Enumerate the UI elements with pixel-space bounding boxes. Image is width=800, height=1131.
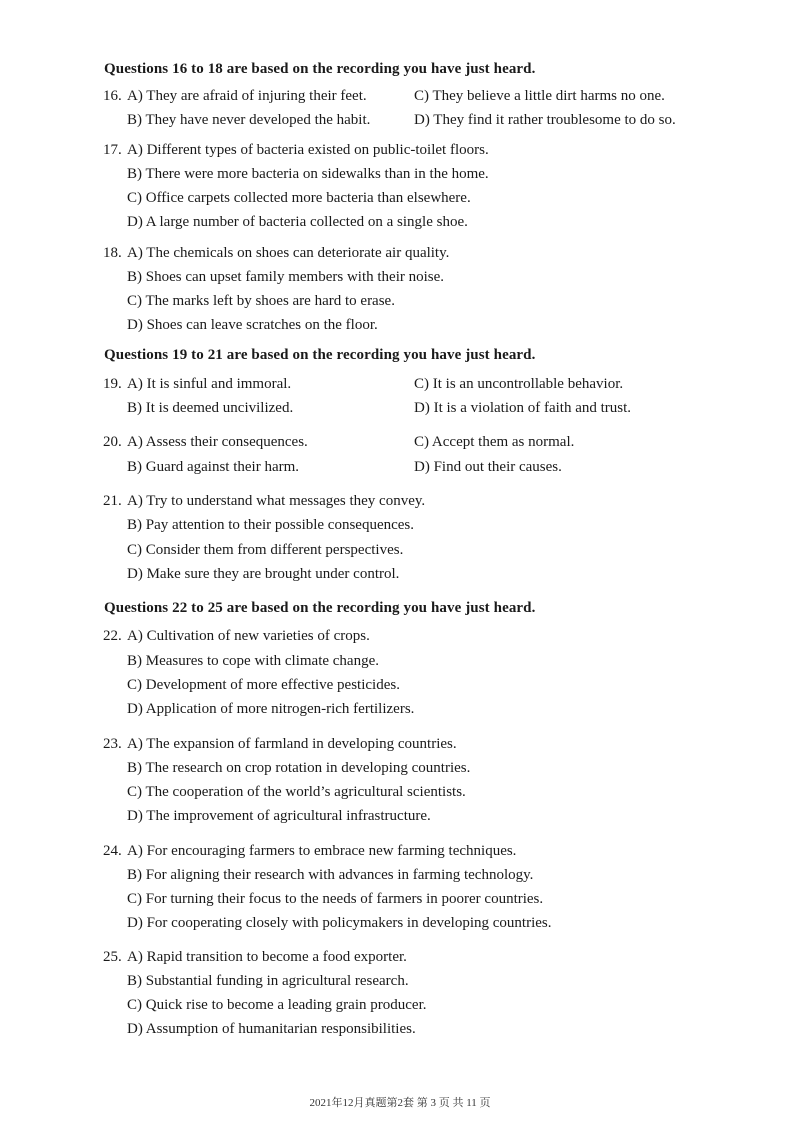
question-number: 25. xyxy=(103,949,122,965)
option-b: B) Pay attention to their possible consequences. xyxy=(127,517,415,533)
question-number: 17. xyxy=(103,142,122,158)
question-number: 24. xyxy=(103,843,122,859)
option-a: A) Rapid transition to become a food exporter. xyxy=(127,949,407,965)
option-b: B) For aligning their research with advances in farming technology. xyxy=(127,867,534,883)
option-d: D) Find out their causes. xyxy=(414,459,562,475)
option-d: D) A large number of bacteria collected on a single shoe. xyxy=(127,214,468,230)
option-d: D) Assumption of humanitarian responsibilities. xyxy=(127,1021,416,1037)
option-d: D) Make sure they are brought under control. xyxy=(127,566,400,582)
option-c: C) They believe a little dirt harms no one. xyxy=(414,88,665,104)
option-c: C) The marks left by shoes are hard to erase. xyxy=(127,293,395,309)
option-a: A) The chemicals on shoes can deteriorate air quality. xyxy=(127,245,450,261)
option-d: D) They find it rather troublesome to do so. xyxy=(414,112,676,128)
question-number: 21. xyxy=(103,493,122,509)
option-d: D) Application of more nitrogen-rich fertilizers. xyxy=(127,701,415,717)
option-d: D) It is a violation of faith and trust. xyxy=(414,400,632,416)
page-footer: 2021年12月真题第2套 第 3 页 共 11 页 xyxy=(309,1097,491,1109)
question-number: 22. xyxy=(103,628,122,644)
option-b: B) They have never developed the habit. xyxy=(127,112,371,128)
option-a: A) For encouraging farmers to embrace new farming techniques. xyxy=(127,843,517,859)
option-a: A) Try to understand what messages they convey. xyxy=(127,493,426,509)
option-c: C) For turning their focus to the needs of farmers in poorer countries. xyxy=(127,891,544,907)
question-number: 19. xyxy=(103,376,122,392)
option-d: D) For cooperating closely with policymakers in developing countries. xyxy=(127,915,552,931)
option-b: B) The research on crop rotation in developing countries. xyxy=(127,760,471,776)
option-b: B) Substantial funding in agricultural research. xyxy=(127,973,409,989)
option-a: A) Assess their consequences. xyxy=(127,434,308,450)
section-heading: Questions 22 to 25 are based on the recording you have just heard. xyxy=(104,600,536,616)
option-b: B) Guard against their harm. xyxy=(127,459,300,475)
option-c: C) Consider them from different perspectives. xyxy=(127,542,404,558)
option-c: C) Quick rise to become a leading grain producer. xyxy=(127,997,427,1013)
option-b: B) Shoes can upset family members with their noise. xyxy=(127,269,445,285)
option-d: D) Shoes can leave scratches on the floor. xyxy=(127,317,378,333)
option-c: C) The cooperation of the world’s agricultural scientists. xyxy=(127,784,466,800)
question-number: 16. xyxy=(103,88,122,104)
option-a: A) They are afraid of injuring their feet. xyxy=(127,88,367,104)
option-a: A) Cultivation of new varieties of crops. xyxy=(127,628,370,644)
option-c: C) Accept them as normal. xyxy=(414,434,575,450)
option-b: B) It is deemed uncivilized. xyxy=(127,400,294,416)
option-a: A) The expansion of farmland in developing countries. xyxy=(127,736,457,752)
option-b: B) Measures to cope with climate change. xyxy=(127,653,379,669)
option-c: C) Office carpets collected more bacteria than elsewhere. xyxy=(127,190,471,206)
option-a: A) Different types of bacteria existed on public-toilet floors. xyxy=(127,142,489,158)
question-number: 18. xyxy=(103,245,122,261)
option-a: A) It is sinful and immoral. xyxy=(127,376,292,392)
question-number: 20. xyxy=(103,434,122,450)
section-heading: Questions 16 to 18 are based on the recording you have just heard. xyxy=(104,61,536,77)
section-heading: Questions 19 to 21 are based on the recording you have just heard. xyxy=(104,347,536,363)
option-c: C) It is an uncontrollable behavior. xyxy=(414,376,624,392)
option-c: C) Development of more effective pesticides. xyxy=(127,677,400,693)
option-d: D) The improvement of agricultural infrastructure. xyxy=(127,808,431,824)
option-b: B) There were more bacteria on sidewalks than in the home. xyxy=(127,166,489,182)
question-number: 23. xyxy=(103,736,122,752)
